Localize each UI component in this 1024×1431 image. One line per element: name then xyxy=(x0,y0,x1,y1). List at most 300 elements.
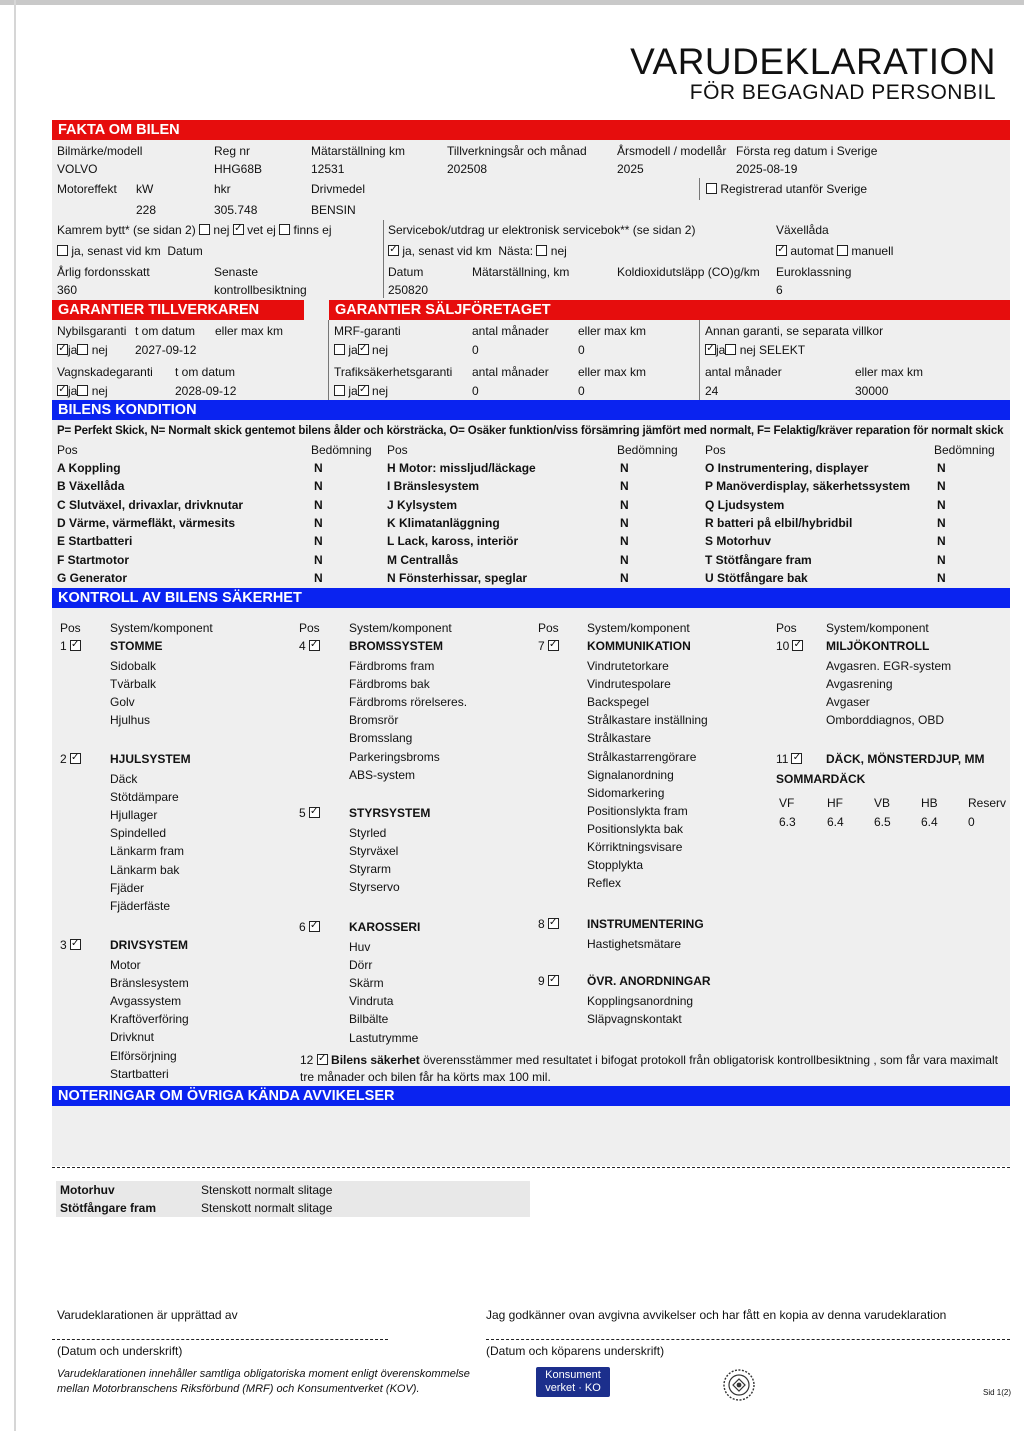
label-mileage: Mätarställning km xyxy=(311,144,406,158)
safety-component: Bromsrör xyxy=(349,713,399,728)
value-tax: 360 xyxy=(57,283,78,297)
safety-component: Positionslykta fram xyxy=(587,803,688,818)
condition-rating: N xyxy=(937,534,946,549)
safety-component: Hjulhus xyxy=(110,713,151,728)
tb-unknown-checkbox[interactable] xyxy=(233,224,244,235)
condition-rating: N xyxy=(620,497,629,512)
condition-item: M Centrallås xyxy=(387,552,459,567)
safety-component: Styrarm xyxy=(349,862,391,877)
new-car-no-label: nej xyxy=(91,343,108,357)
value-first-reg: 2025-08-19 xyxy=(736,162,798,176)
tire-tread-depth: 6.5 xyxy=(874,815,891,829)
tb-none-checkbox[interactable] xyxy=(279,224,290,235)
condition-item: G Generator xyxy=(57,570,128,585)
condition-heading: BILENS KONDITION xyxy=(52,400,1010,420)
value-traffic-km: 0 xyxy=(578,384,585,398)
condition-rating: N xyxy=(620,552,629,567)
value-fuel: BENSIN xyxy=(311,203,356,217)
safety-component: Styrled xyxy=(349,826,387,840)
safety-component: Kopplingsanordning xyxy=(587,994,694,1008)
label-traffic-months: antal månader xyxy=(472,365,549,379)
label-euro: Euroklassning xyxy=(776,265,852,279)
label-brand: Bilmärke/modell xyxy=(57,144,143,158)
safety-note-checkbox[interactable] xyxy=(317,1054,328,1065)
safety-group-checkbox[interactable] xyxy=(548,640,559,651)
safety-group-checkbox[interactable] xyxy=(309,807,320,818)
safety-component: Strålkastare xyxy=(587,731,652,746)
other-no-label: nej xyxy=(739,343,756,357)
condition-rating-header: Bedömning xyxy=(311,443,372,457)
condition-item: L Lack, kaross, interiör xyxy=(387,534,519,549)
tire-tread-depth: 6.4 xyxy=(827,815,844,829)
safety-group-number xyxy=(299,806,320,820)
condition-rating: N xyxy=(620,515,629,530)
condition-item: N Fönsterhissar, speglar xyxy=(387,570,528,585)
sb-yes-checkbox[interactable] xyxy=(388,245,399,256)
safety-component: Kraftöverföring xyxy=(110,1012,189,1027)
service-book-row xyxy=(388,244,567,258)
safety-component: Bränslesystem xyxy=(110,976,189,991)
buyer-signature-caption: (Datum och köparens underskrift) xyxy=(486,1344,665,1358)
remarks-heading: NOTERINGAR OM ÖVRIGA KÄNDA AVVIKELSER xyxy=(52,1086,1010,1106)
divider-abroad xyxy=(699,178,700,200)
value-body-date: 2028-09-12 xyxy=(175,384,237,398)
remark-note: Stenskott normalt slitage xyxy=(201,1183,333,1197)
gb-manual-checkbox[interactable] xyxy=(837,245,848,256)
safety-pos-header: Pos xyxy=(299,621,320,635)
label-new-car-warranty: Nybilsgaranti xyxy=(57,324,127,338)
other-yes-checkbox[interactable] xyxy=(705,344,716,355)
safety-component: Vindrutetorkare xyxy=(587,659,669,673)
gb-auto-checkbox[interactable] xyxy=(776,245,787,256)
condition-rating: N xyxy=(620,570,629,585)
label-tax: Årlig fordonsskatt xyxy=(57,265,150,279)
body-no-label: nej xyxy=(91,384,108,398)
safety-component: Sidomarkering xyxy=(587,785,665,800)
seller-signature-line[interactable] xyxy=(52,1339,388,1340)
safety-component: Stötdämpare xyxy=(110,790,179,805)
value-model-year: 2025 xyxy=(617,162,644,176)
safety-component: Fjäderfäste xyxy=(110,898,171,913)
safety-component: ABS-system xyxy=(349,767,416,782)
condition-rating: N xyxy=(314,479,323,494)
new-car-yes-checkbox[interactable] xyxy=(57,344,68,355)
sb-yes-label: ja, senast vid km xyxy=(402,244,492,258)
safety-group-title: HJULSYSTEM xyxy=(110,752,191,766)
label-power: Motoreffekt xyxy=(57,182,117,196)
value-mileage: 12531 xyxy=(311,162,345,176)
safety-group-number xyxy=(538,639,559,653)
divider-warranty-2 xyxy=(699,320,700,400)
tire-position-label: HF xyxy=(827,796,843,810)
safety-component: Tvärbalk xyxy=(110,677,157,692)
safety-component: Vindruta xyxy=(349,994,394,1009)
safety-group-checkbox[interactable] xyxy=(70,753,81,764)
gb-manual-label: manuell xyxy=(851,244,894,258)
safety-group-title: STYRSYSTEM xyxy=(349,806,431,820)
safety-component: Reflex xyxy=(587,876,622,891)
condition-item: D Värme, värmefläkt, värmesits xyxy=(57,515,236,530)
safety-group-number xyxy=(538,974,559,988)
label-inspection-2: kontrollbesiktning xyxy=(214,283,307,297)
sb-next-label: Nästa: xyxy=(498,244,534,258)
safety-group-num: 4 xyxy=(299,639,306,653)
label-fuel: Drivmedel xyxy=(311,182,366,196)
label-first-reg: Första reg datum i Sverige xyxy=(736,144,878,158)
safety-group-checkbox[interactable] xyxy=(70,640,81,651)
condition-rating-header: Bedömning xyxy=(934,443,995,457)
tb-none-label: finns ej xyxy=(293,223,332,237)
safety-component: Strålkastare inställning xyxy=(587,713,708,728)
label-other-warranty: Annan garanti, se separata villkor xyxy=(705,324,884,338)
safety-component: Avgassystem xyxy=(110,994,182,1009)
document-title: VARUDEKLARATION xyxy=(630,41,996,82)
value-kw: 228 xyxy=(136,203,157,217)
mrf-no-checkbox[interactable] xyxy=(358,344,369,355)
other-yes-no xyxy=(705,343,805,357)
safety-group-title: DRIVSYSTEM xyxy=(110,938,189,952)
value-euro: 6 xyxy=(776,283,783,297)
tb-date-label: Datum xyxy=(167,244,203,258)
safety-component: Strålkastarrengörare xyxy=(587,749,697,764)
condition-rating: N xyxy=(620,479,629,494)
safety-component: Färdbroms rörelseres. xyxy=(349,695,468,710)
safety-component: Vindrutespolare xyxy=(587,677,671,692)
label-co2: Koldioxidutsläpp (CO)g/km xyxy=(617,265,760,279)
footer-line-1: Varudeklarationen innehåller samtliga obligatoriska moment enligt överenskommelse xyxy=(57,1368,470,1380)
condition-pos-header: Pos xyxy=(57,443,78,457)
condition-rating: N xyxy=(937,552,946,567)
value-other-months: 24 xyxy=(705,384,719,398)
condition-item: T Stötfångare fram xyxy=(705,552,812,567)
value-other-km: 30000 xyxy=(855,384,889,398)
safety-component: Skärm xyxy=(349,976,384,991)
label-new-until: t om datum xyxy=(135,324,196,338)
condition-rating: N xyxy=(314,552,323,567)
safety-group-num: 11 xyxy=(776,752,789,766)
tire-position-label: Reserv xyxy=(968,796,1007,810)
gb-auto-label: automat xyxy=(790,244,834,258)
safety-group-title: DÄCK, MÖNSTERDJUP, MM xyxy=(826,752,985,766)
safety-component: Avgaser xyxy=(826,695,870,710)
fakta-heading: FAKTA OM BILEN xyxy=(52,120,1010,140)
condition-item: H Motor: missljud/läckage xyxy=(387,461,536,475)
safety-group-num: 3 xyxy=(60,938,67,952)
label-body-warranty: Vagnskadegaranti xyxy=(57,365,153,379)
condition-rating: N xyxy=(937,515,946,530)
remark-item: Motorhuv xyxy=(60,1183,115,1197)
mrf-yes-label: ja xyxy=(348,343,358,357)
body-no-checkbox[interactable] xyxy=(77,385,88,396)
traffic-no-checkbox[interactable] xyxy=(358,385,369,396)
safety-group-number xyxy=(538,917,559,931)
safety-group-checkbox[interactable] xyxy=(309,640,320,651)
condition-rating: N xyxy=(937,570,946,585)
safety-component: Bilbälte xyxy=(349,1012,389,1027)
condition-pos-header: Pos xyxy=(705,443,726,457)
safety-group-num: 8 xyxy=(538,917,545,931)
safety-pos-header: Pos xyxy=(538,621,559,635)
safety-group-number xyxy=(299,639,320,653)
body-yes-checkbox[interactable] xyxy=(57,385,68,396)
safety-group-title: KOMMUNIKATION xyxy=(587,639,691,653)
safety-component: Stopplykta xyxy=(587,858,644,873)
safety-component: Hastighetsmätare xyxy=(587,937,682,951)
new-car-yes-no xyxy=(57,343,108,357)
registered-abroad-checkbox[interactable] xyxy=(706,183,717,194)
sb-no-label: nej xyxy=(550,244,567,258)
condition-item: J Kylsystem xyxy=(387,497,458,512)
safety-system-header: System/komponent xyxy=(349,621,452,635)
condition-item: S Motorhuv xyxy=(705,534,771,549)
safety-component: Styrväxel xyxy=(349,844,399,859)
condition-rating: N xyxy=(620,461,629,475)
body-yes-label: ja xyxy=(68,384,78,398)
safety-group-title: MILJÖKONTROLL xyxy=(826,639,930,653)
traffic-no-label: nej xyxy=(372,384,389,398)
traffic-yes-no xyxy=(334,384,388,398)
safety-group-num: 9 xyxy=(538,974,545,988)
safety-group-checkbox[interactable] xyxy=(792,640,803,651)
label-mrf-km: eller max km xyxy=(578,324,647,338)
label-new-max-km: eller max km xyxy=(215,324,284,338)
safety-note-line2: tre månader och bilen får ha körts max 100 mil. xyxy=(300,1070,551,1084)
safety-group-checkbox[interactable] xyxy=(791,753,802,764)
konsumentverket-logo xyxy=(536,1367,610,1397)
body-yes-no xyxy=(57,384,108,398)
safety-component: Fjäder xyxy=(110,880,145,895)
remarks-divider xyxy=(52,1167,1010,1168)
label-gearbox: Växellåda xyxy=(776,223,829,237)
safety-component: Hjullager xyxy=(110,808,158,823)
safety-system-header: System/komponent xyxy=(587,621,690,635)
condition-item: I Bränslesystem xyxy=(387,479,480,494)
safety-component: Avgasrening xyxy=(826,677,893,692)
safety-group-number xyxy=(60,752,81,766)
safety-component: Däck xyxy=(110,772,138,786)
value-reg: HHG68B xyxy=(214,162,263,176)
safety-component: Startbatteri xyxy=(110,1066,169,1081)
tb-yes-checkbox[interactable] xyxy=(57,245,68,256)
safety-group-number xyxy=(60,938,81,952)
condition-item: C Slutväxel, drivaxlar, drivknutar xyxy=(57,497,244,512)
safety-component: Positionslykta bak xyxy=(587,821,684,836)
tb-yes-label: ja, senast vid km xyxy=(71,244,161,258)
new-car-no-checkbox[interactable] xyxy=(77,344,88,355)
label-mrf-months: antal månader xyxy=(472,324,549,338)
value-manufactured: 202508 xyxy=(447,162,488,176)
safety-group-checkbox[interactable] xyxy=(548,918,559,929)
safety-group-title: INSTRUMENTERING xyxy=(587,917,704,931)
label-body-until: t om datum xyxy=(175,365,236,379)
seller-signature-caption: (Datum och underskrift) xyxy=(57,1344,183,1358)
safety-group-num: 10 xyxy=(776,639,790,653)
label-kw: kW xyxy=(136,182,154,196)
safety-component: Omborddiagnos, OBD xyxy=(826,713,945,728)
other-no-checkbox[interactable] xyxy=(725,344,736,355)
tire-position-label: VB xyxy=(874,796,891,810)
label-service-book: Servicebok/utdrag ur elektronisk servicebok** (se sidan 2) xyxy=(388,223,696,237)
condition-rating: N xyxy=(620,534,629,549)
traffic-yes-label: ja xyxy=(348,384,358,398)
value-traffic-months: 0 xyxy=(472,384,479,398)
other-yes-label: ja xyxy=(716,343,726,357)
label-other-km: eller max km xyxy=(855,365,924,379)
condition-legend: P= Perfekt Skick, N= Normalt skick gentemot bilens ålder och körsträcka, O= Osäker funktion/viss försämring jämfört med normalt, F= Felaktig/kräver reparation för normalt skick xyxy=(57,425,1004,437)
label-timing-belt: Kamrem bytt* (se sidan 2) xyxy=(57,223,196,237)
safety-group-checkbox[interactable] xyxy=(70,939,81,950)
safety-component: Huv xyxy=(349,940,371,954)
condition-item: P Manöverdisplay, säkerhetssystem xyxy=(705,479,910,494)
safety-group-num: 6 xyxy=(299,920,306,934)
safety-group-number xyxy=(776,752,802,766)
safety-system-header: System/komponent xyxy=(826,621,929,635)
condition-item: F Startmotor xyxy=(57,552,129,567)
label-inspection-1: Senaste xyxy=(214,265,259,279)
value-hp: 305.748 xyxy=(214,203,258,217)
tire-position-label: HB xyxy=(921,796,938,810)
condition-item: O Instrumentering, displayer xyxy=(705,461,869,475)
safety-component: Lastutrymme xyxy=(349,1030,419,1045)
safety-group-num: 5 xyxy=(299,806,306,820)
mrf-yes-checkbox[interactable] xyxy=(334,344,345,355)
warranty-mfr-heading: GARANTIER TILLVERKAREN xyxy=(52,300,304,320)
safety-component: Backspegel xyxy=(587,695,650,710)
safety-component: Spindelled xyxy=(110,826,167,841)
label-traffic-km: eller max km xyxy=(578,365,647,379)
safety-group-number xyxy=(60,639,81,653)
safety-heading: KONTROLL AV BILENS SÄKERHET xyxy=(52,588,1010,608)
label-odometer: Mätarställning, km xyxy=(472,265,570,279)
tb-no-checkbox[interactable] xyxy=(199,224,210,235)
safety-system-header: System/komponent xyxy=(110,621,213,635)
tire-tread-depth: 0 xyxy=(968,815,975,829)
label-mrf: MRF-garanti xyxy=(334,324,401,338)
safety-note xyxy=(300,1053,998,1067)
label-other-months: antal månader xyxy=(705,365,782,379)
safety-group-num: 2 xyxy=(60,752,67,766)
value-inspection-date: 250820 xyxy=(388,283,429,297)
page-number: Sid 1(2) xyxy=(983,1388,1012,1397)
remark-note: Stenskott normalt slitage xyxy=(201,1201,333,1215)
footer-line-2: mellan Motorbranschens Riksförbund (MRF) och Konsumentverket (KOV). xyxy=(57,1383,420,1395)
safety-component: Länkarm bak xyxy=(110,862,180,877)
gearbox-row xyxy=(776,244,893,258)
divider-service xyxy=(383,220,384,298)
safety-component: Parkeringsbroms xyxy=(349,749,440,764)
timing-belt-row xyxy=(57,223,332,237)
safety-component: Släpvagnskontakt xyxy=(587,1012,682,1027)
condition-rating: N xyxy=(937,479,946,494)
safety-component: Dörr xyxy=(349,958,373,973)
label-date: Datum xyxy=(388,265,424,279)
page-top-edge xyxy=(0,0,1024,5)
registered-abroad-option[interactable] xyxy=(706,182,867,196)
condition-rating: N xyxy=(314,534,323,549)
page-left-edge xyxy=(14,0,16,1431)
safety-component: Körriktningsvisare xyxy=(587,840,683,854)
label-reg: Reg nr xyxy=(214,144,251,158)
warranty-seller-heading: GARANTIER SÄLJFÖRETAGET xyxy=(329,300,1010,320)
safety-pos-header: Pos xyxy=(60,621,81,635)
condition-rating: N xyxy=(937,497,946,512)
tb-no-label: nej xyxy=(213,223,230,237)
condition-rating: N xyxy=(314,497,323,512)
condition-item: A Koppling xyxy=(57,461,121,475)
value-mrf-months: 0 xyxy=(472,343,479,357)
remark-item: Stötfångare fram xyxy=(60,1201,157,1215)
safety-group-title: KAROSSERI xyxy=(349,920,421,934)
safety-group-num: 7 xyxy=(538,639,545,653)
condition-item: Q Ljudsystem xyxy=(705,497,785,512)
sb-no-checkbox[interactable] xyxy=(536,245,547,256)
safety-group-checkbox[interactable] xyxy=(309,921,320,932)
condition-rating: N xyxy=(314,570,323,585)
buyer-signature-line[interactable] xyxy=(486,1339,1010,1340)
label-manufactured: Tillverkningsår och månad xyxy=(447,144,587,158)
safety-component: Motor xyxy=(110,958,141,972)
condition-rating: N xyxy=(314,461,323,475)
safety-group-title: BROMSSYSTEM xyxy=(349,639,444,653)
prepared-by-label: Varudeklarationen är upprättad av xyxy=(57,1308,238,1322)
label-model-year: Årsmodell / modellår xyxy=(617,144,727,158)
mrf-no-label: nej xyxy=(372,343,389,357)
safety-group-number xyxy=(299,920,320,934)
safety-note-text: överensstämmer med resultatet i bifogat protokoll från obligatorisk kontrollbesiktning , som får vara maximalt xyxy=(423,1053,999,1067)
safety-component: Signalanordning xyxy=(587,767,674,782)
tire-tread-depth: 6.4 xyxy=(921,815,938,829)
safety-component: Drivknut xyxy=(110,1030,155,1045)
condition-item: B Växellåda xyxy=(57,479,125,494)
safety-component: Styrservo xyxy=(349,880,400,895)
condition-item: K Klimatanläggning xyxy=(387,515,500,530)
safety-group-checkbox[interactable] xyxy=(548,975,559,986)
safety-component: Länkarm fram xyxy=(110,844,185,859)
traffic-yes-checkbox[interactable] xyxy=(334,385,345,396)
new-car-yes-label: ja xyxy=(68,343,78,357)
safety-component: Avgasren. EGR-system xyxy=(826,659,952,673)
safety-component: Elförsörjning xyxy=(110,1048,177,1063)
condition-item: E Startbatteri xyxy=(57,534,133,549)
safety-component: Färdbroms bak xyxy=(349,677,430,692)
mrf-yes-no xyxy=(334,343,388,357)
safety-component: Färdbroms fram xyxy=(349,659,435,673)
safety-group-num: 1 xyxy=(60,639,67,653)
timing-belt-yes-row xyxy=(57,244,203,258)
approve-label: Jag godkänner ovan avgivna avvikelser och har fått en kopia av denna varudeklaration xyxy=(486,1308,947,1322)
safety-group-title: STOMME xyxy=(110,639,163,653)
safety-pos-header: Pos xyxy=(776,621,797,635)
condition-item: R batteri på elbil/hybridbil xyxy=(705,515,853,530)
condition-rating: N xyxy=(314,515,323,530)
safety-component: Bromsslang xyxy=(349,731,413,746)
other-warranty-name: SELEKT xyxy=(759,343,806,357)
safety-group-title: ÖVR. ANORDNINGAR xyxy=(587,974,711,988)
tire-tread-depth: 6.3 xyxy=(779,815,796,829)
kov-logo-line-2: verket · KO xyxy=(545,1382,601,1394)
condition-pos-header: Pos xyxy=(387,443,408,457)
tire-position-label: VF xyxy=(779,796,795,810)
mrf-seal-icon xyxy=(722,1368,756,1402)
tires-heading: SOMMARDÄCK xyxy=(776,772,866,786)
document-subtitle: FÖR BEGAGNAD PERSONBIL xyxy=(689,81,996,104)
kov-logo-line-1: Konsument xyxy=(545,1369,601,1381)
label-traffic: Trafiksäkerhetsgaranti xyxy=(334,365,453,379)
safety-group-number xyxy=(776,639,803,653)
value-brand: VOLVO xyxy=(57,162,98,176)
safety-note-number: 12 xyxy=(300,1053,314,1067)
condition-rating-header: Bedömning xyxy=(617,443,678,457)
